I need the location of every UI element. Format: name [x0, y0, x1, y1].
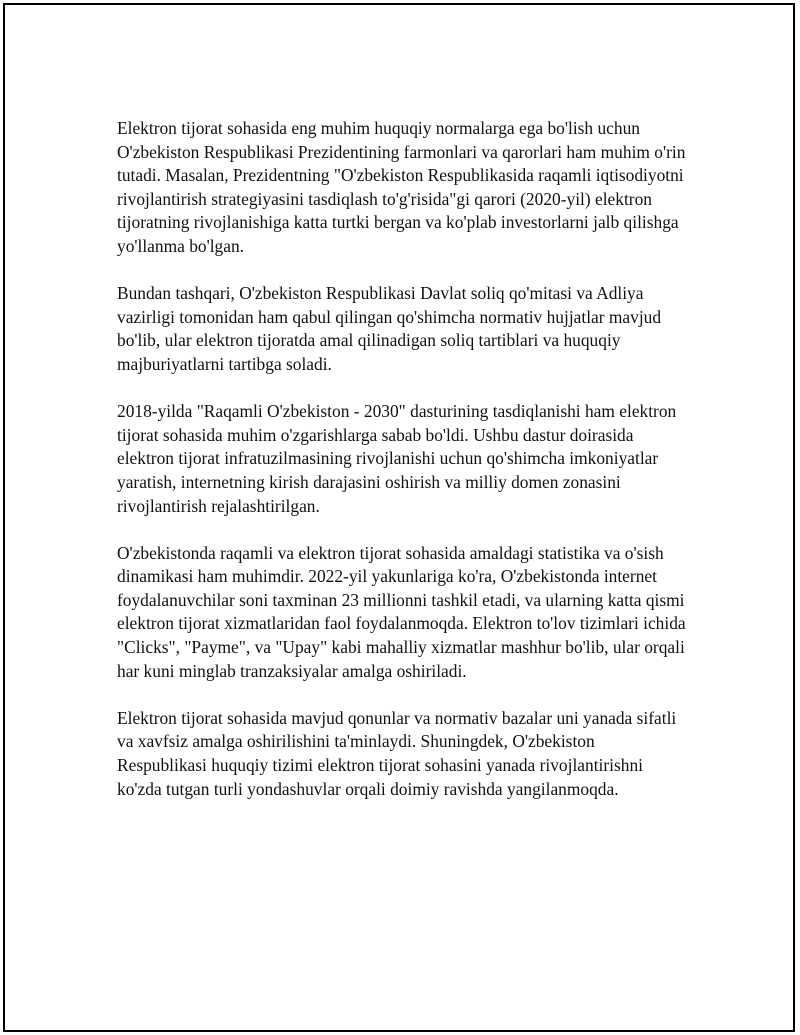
paragraph-2: Bundan tashqari, O'zbekiston Respublikasi Davlat soliq qo'mitasi va Adliya vazirligi tomonidan ham qabul qilingan qo'shimcha normativ hujjatlar mavjud bo'lib, ular elektron tijoratda amal qilinadigan soliq tartiblari va huquqiy majburiyatlarni tartibga soladi.: [117, 283, 662, 374]
paragraph-3: 2018-yilda "Raqamli O'zbekiston - 2030" dasturining tasdiqlanishi ham elektron tijorat sohasida muhim o'zgarishlarga sabab bo'ldi. Ushbu dastur doirasida elektron tijorat infratuzilmasining rivojlanishi uchun qo'shimcha imkoniyatlar yaratish, internetning kirish darajasini oshirish va milliy domen zonasini rivojlantirish rejalashtirilgan.: [117, 401, 677, 516]
paragraph-4: O'zbekistonda raqamli va elektron tijorat sohasida amaldagi statistika va o'sish dinamikasi ham muhimdir. 2022-yil yakunlariga ko'ra, O'zbekistonda internet foydalanuvchilar soni taxminan 23 millionni tashkil etadi, va ularning katta qismi elektron tijorat xizmatlaridan faol foydalanmoqda. Elektron to'lov tizimlari ichida "Clicks", "Payme", va "Upay" kabi mahalliy xizmatlar mashhur bo'lib, ular orqali har kuni minglab tranzaksiyalar amalga oshiriladi.: [117, 542, 686, 681]
document-body: [117, 117, 687, 825]
paragraph-1: Elektron tijorat sohasida eng muhim huquqiy normalarga ega bo'lish uchun O'zbekiston Respublikasi Prezidentining farmonlari va qarorlari ham muhim o'rin tutadi. Masalan, Prezidentning "O'zbekiston Respublikasida raqamli iqtisodiyotni rivojlantirish strategiyasini tasdiqlash to'g'risida"gi qarori (2020-yil) elektron tijoratning rivojlanishiga katta turtki bergan va ko'plab investorlarni jalb qilishga yo'llanma bo'lgan.: [117, 118, 686, 256]
paragraph-5: Elektron tijorat sohasida mavjud qonunlar va normativ bazalar uni yanada sifatli va xavfsiz amalga oshirilishini ta'minlaydi. Shuningdek, O'zbekiston Respublikasi huquqiy tizimi elektron tijorat sohasini yanada rivojlantirishni ko'zda tutgan turli yondashuvlar orqali doimiy ravishda yangilanmoqda.: [117, 707, 677, 799]
